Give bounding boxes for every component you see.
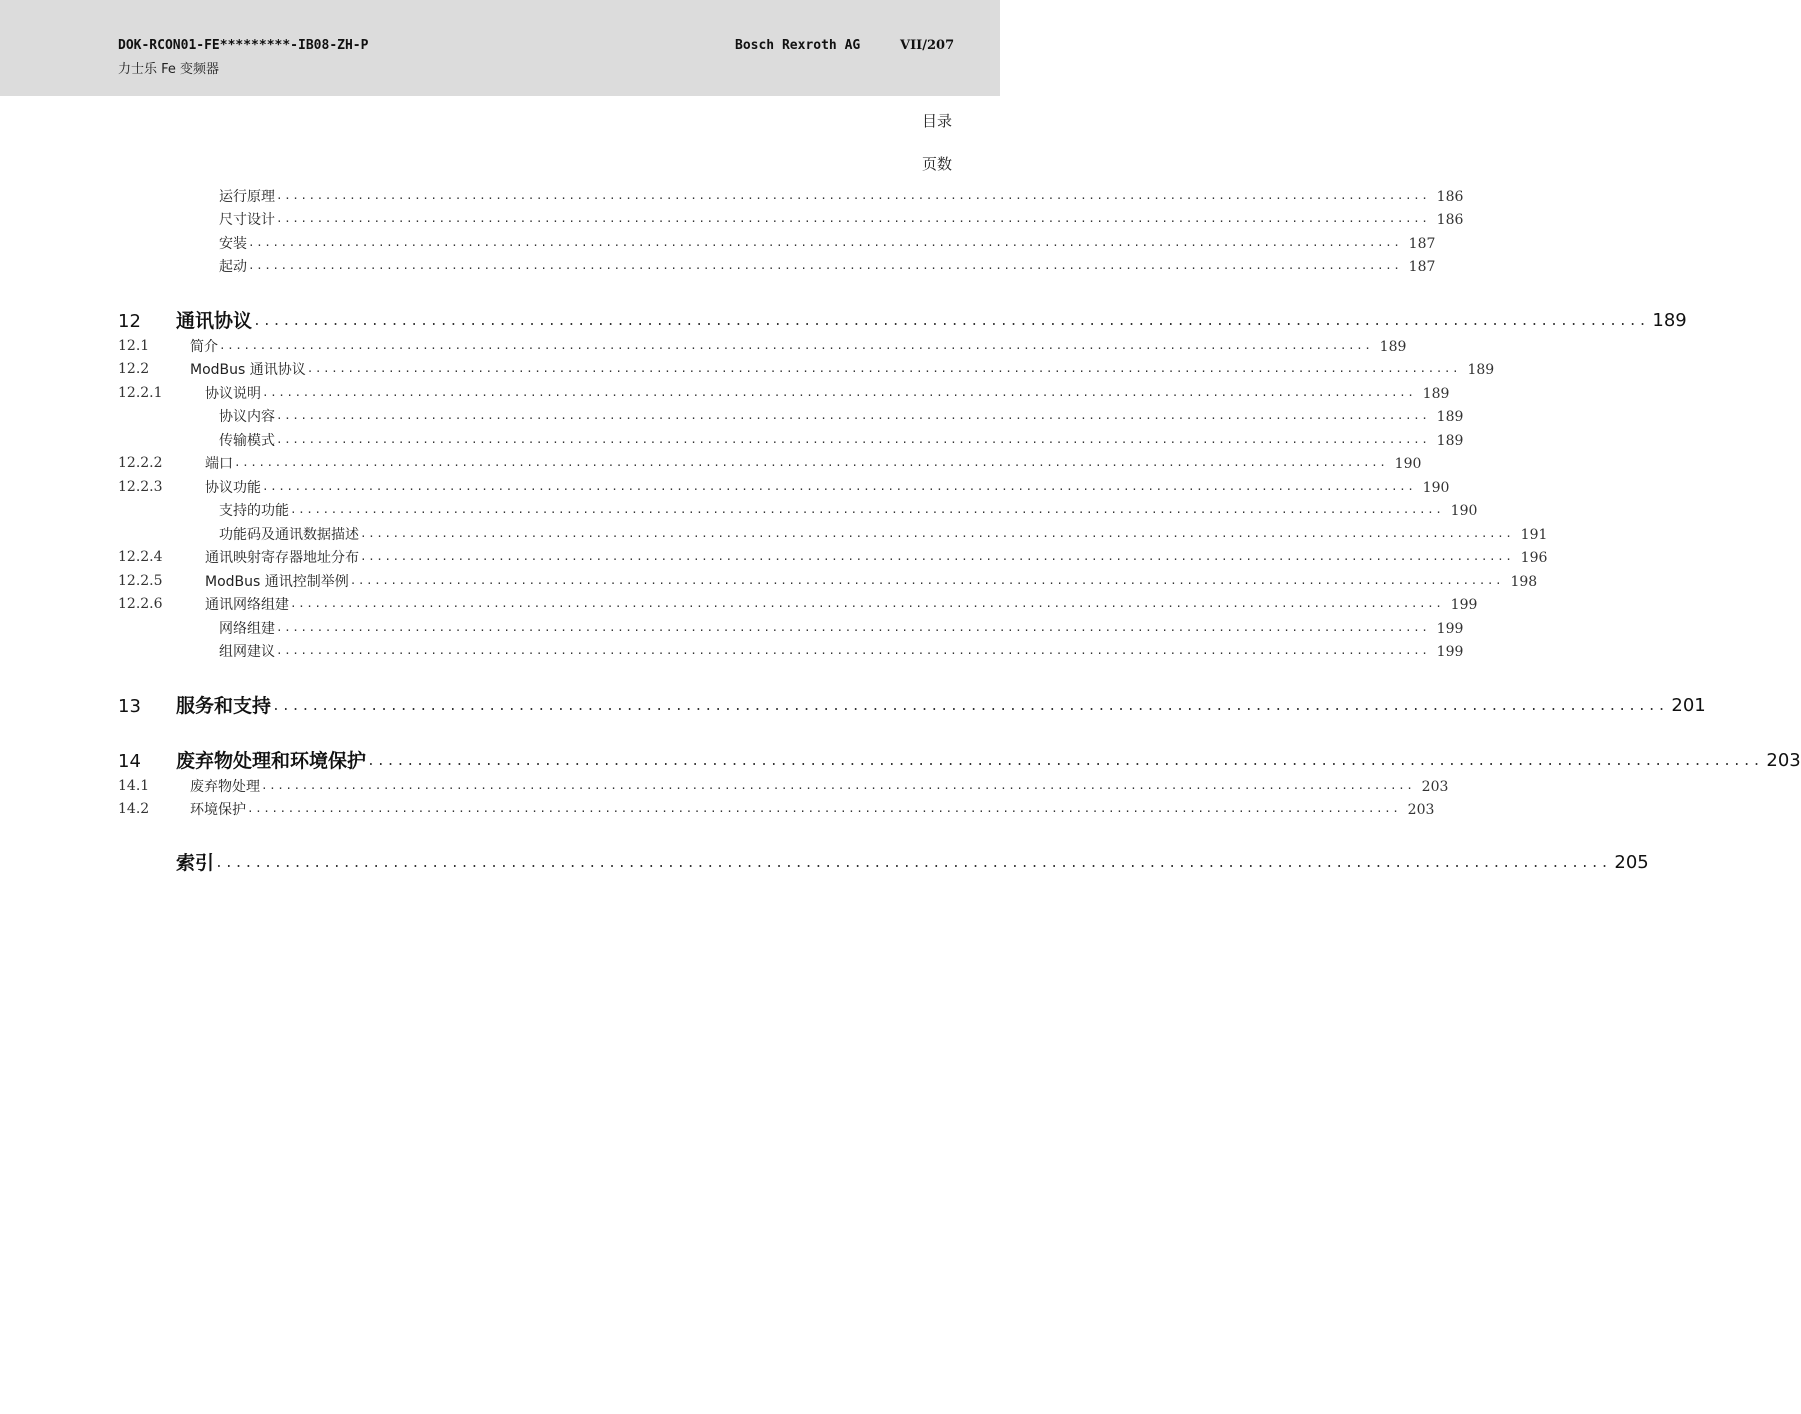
- page-column-heading: 页数: [921, 155, 952, 173]
- toc-entry-page: 186: [1436, 189, 1464, 205]
- toc-entry-title: 简介: [190, 339, 218, 355]
- toc-entry-page: 190: [1422, 480, 1450, 496]
- toc-entry[interactable]: [118, 522, 1548, 544]
- toc-entry-title: 支持的功能: [219, 503, 289, 519]
- toc-entry[interactable]: [118, 498, 1478, 520]
- toc-entry-page: 189: [1422, 386, 1450, 402]
- toc-entry[interactable]: [118, 404, 1464, 426]
- toc-entry-page: 187: [1408, 259, 1436, 275]
- toc-entry-page: 201: [1671, 695, 1706, 716]
- toc-entry-title: 协议功能: [205, 480, 261, 496]
- toc-entry-page: 203: [1421, 779, 1449, 795]
- dot-leader: ..............................................................................................................................................: [247, 802, 1401, 815]
- toc-entry[interactable]: [118, 475, 1450, 497]
- toc-entry-title: 索引: [176, 852, 215, 874]
- toc-entry[interactable]: [118, 357, 1495, 379]
- toc-entry-number: 13: [118, 696, 141, 717]
- toc-entry-title: 网络组建: [219, 621, 275, 637]
- toc-entry-title: 协议内容: [219, 409, 275, 425]
- toc-entry-number: 12.2.2: [118, 455, 163, 471]
- toc-entry-title: 运行原理: [219, 189, 275, 205]
- toc-entry-page: 199: [1436, 621, 1464, 637]
- dot-leader: ..............................................................................................................................................: [253, 314, 1649, 329]
- toc-entry[interactable]: [118, 231, 1436, 253]
- toc-entry-number: 12.2.1: [118, 385, 163, 401]
- dot-leader: ..............................................................................................................................................: [219, 339, 1373, 352]
- toc-entry-page: 190: [1394, 456, 1422, 472]
- document-id: DOK-RCON01-FE*********-IB08-ZH-P: [118, 38, 369, 53]
- company-name: Bosch Rexroth AG: [735, 38, 861, 53]
- dot-leader: ..............................................................................................................................................: [215, 856, 1611, 871]
- toc-entry-title: ModBus 通讯协议: [190, 362, 306, 378]
- toc-entry[interactable]: [118, 797, 1435, 819]
- product-name: 力士乐 Fe 变频器: [118, 62, 220, 77]
- dot-leader: ..............................................................................................................................................: [276, 409, 1430, 422]
- toc-entry-title: 端口: [205, 456, 233, 472]
- toc-entry-page: 189: [1436, 433, 1464, 449]
- toc-entry-page: 190: [1450, 503, 1478, 519]
- toc-entry-page: 203: [1407, 802, 1435, 818]
- toc-entry-title: 安装: [219, 236, 247, 252]
- toc-entry-number: 14.2: [118, 801, 150, 817]
- toc-entry-page: 199: [1450, 597, 1478, 613]
- toc-entry-number: 14: [118, 751, 141, 772]
- toc-entry-number: 12.2.5: [118, 573, 163, 589]
- toc-entry[interactable]: [118, 639, 1464, 661]
- toc-entry[interactable]: [118, 451, 1422, 473]
- toc-entry-title: 废弃物处理: [190, 779, 260, 795]
- dot-leader: ..............................................................................................................................................: [262, 480, 1416, 493]
- toc-entry[interactable]: [118, 334, 1407, 356]
- dot-leader: ..............................................................................................................................................: [272, 699, 1668, 714]
- toc-entry-page: 189: [1652, 310, 1687, 331]
- dot-leader: ..............................................................................................................................................: [306, 362, 1461, 375]
- dot-leader: ..............................................................................................................................................: [248, 259, 1402, 272]
- toc-entry-page: 187: [1408, 236, 1436, 252]
- toc-chapter-entry[interactable]: [118, 847, 1649, 875]
- toc-entry[interactable]: [118, 207, 1464, 229]
- toc-entry-page: 191: [1520, 527, 1548, 543]
- toc-entry-title: 服务和支持: [176, 695, 272, 717]
- dot-leader: ..............................................................................................................................................: [367, 754, 1763, 769]
- dot-leader: ..............................................................................................................................................: [290, 597, 1444, 610]
- toc-entry-title: 传输模式: [219, 433, 275, 449]
- toc-entry-page: 203: [1766, 750, 1801, 771]
- toc-entry-title: 通讯协议: [176, 310, 253, 332]
- dot-leader: ..............................................................................................................................................: [360, 550, 1514, 563]
- dot-leader: ..............................................................................................................................................: [276, 212, 1430, 225]
- toc-entry-page: 189: [1467, 362, 1495, 378]
- toc-entry-title: 协议说明: [205, 386, 261, 402]
- toc-chapter-entry[interactable]: [118, 305, 1687, 333]
- toc-entry[interactable]: [118, 184, 1464, 206]
- dot-leader: ..............................................................................................................................................: [248, 236, 1402, 249]
- toc-entry-page: 189: [1436, 409, 1464, 425]
- toc-entry-page: 198: [1510, 574, 1538, 590]
- page-number: VII/207: [900, 38, 955, 53]
- toc-entry-title: 环境保护: [190, 802, 246, 818]
- toc-heading: 目录: [921, 112, 952, 130]
- toc-entry-title: 组网建议: [219, 644, 275, 660]
- toc-entry-title: 功能码及通讯数据描述: [219, 527, 359, 543]
- toc-entry-number: 14.1: [118, 778, 150, 794]
- toc-entry-number: 12.2: [118, 361, 150, 377]
- toc-entry-number: 12.2.3: [118, 479, 163, 495]
- toc-entry-title: 通讯映射寄存器地址分布: [205, 550, 359, 566]
- toc-entry[interactable]: [118, 592, 1478, 614]
- dot-leader: ..............................................................................................................................................: [276, 644, 1430, 657]
- toc-entry-page: 199: [1436, 644, 1464, 660]
- toc-entry-page: 196: [1520, 550, 1548, 566]
- dot-leader: ..............................................................................................................................................: [261, 779, 1415, 792]
- toc-entry-page: 205: [1614, 852, 1649, 873]
- dot-leader: ..............................................................................................................................................: [276, 621, 1430, 634]
- toc-entry-title: 废弃物处理和环境保护: [176, 750, 367, 772]
- toc-entry-title: 起动: [219, 259, 247, 275]
- toc-entry-title: 尺寸设计: [219, 212, 275, 228]
- dot-leader: ..............................................................................................................................................: [262, 386, 1416, 399]
- dot-leader: ..............................................................................................................................................: [276, 189, 1430, 202]
- toc-chapter-entry[interactable]: [118, 745, 1801, 773]
- toc-entry-number: 12.2.4: [118, 549, 163, 565]
- toc-entry[interactable]: [118, 381, 1450, 403]
- toc-entry-title: ModBus 通讯控制举例: [205, 574, 349, 590]
- toc-entry-number: 12: [118, 311, 141, 332]
- toc-entry-page: 186: [1436, 212, 1464, 228]
- toc-entry-page: 189: [1379, 339, 1407, 355]
- toc-entry[interactable]: [118, 545, 1548, 567]
- dot-leader: ..............................................................................................................................................: [276, 433, 1430, 446]
- toc-entry[interactable]: [118, 569, 1538, 591]
- dot-leader: ..............................................................................................................................................: [290, 503, 1444, 516]
- dot-leader: ..............................................................................................................................................: [349, 574, 1504, 587]
- toc-chapter-entry[interactable]: [118, 690, 1706, 718]
- dot-leader: ..............................................................................................................................................: [234, 456, 1388, 469]
- toc-entry[interactable]: [118, 774, 1449, 796]
- toc-entry[interactable]: [118, 428, 1464, 450]
- toc-entry[interactable]: [118, 254, 1436, 276]
- dot-leader: ..............................................................................................................................................: [360, 527, 1514, 540]
- toc-entry[interactable]: [118, 616, 1464, 638]
- toc-entry-number: 12.2.6: [118, 596, 163, 612]
- page-header: [0, 0, 1000, 96]
- toc-entry-number: 12.1: [118, 338, 150, 354]
- toc-entry-title: 通讯网络组建: [205, 597, 289, 613]
